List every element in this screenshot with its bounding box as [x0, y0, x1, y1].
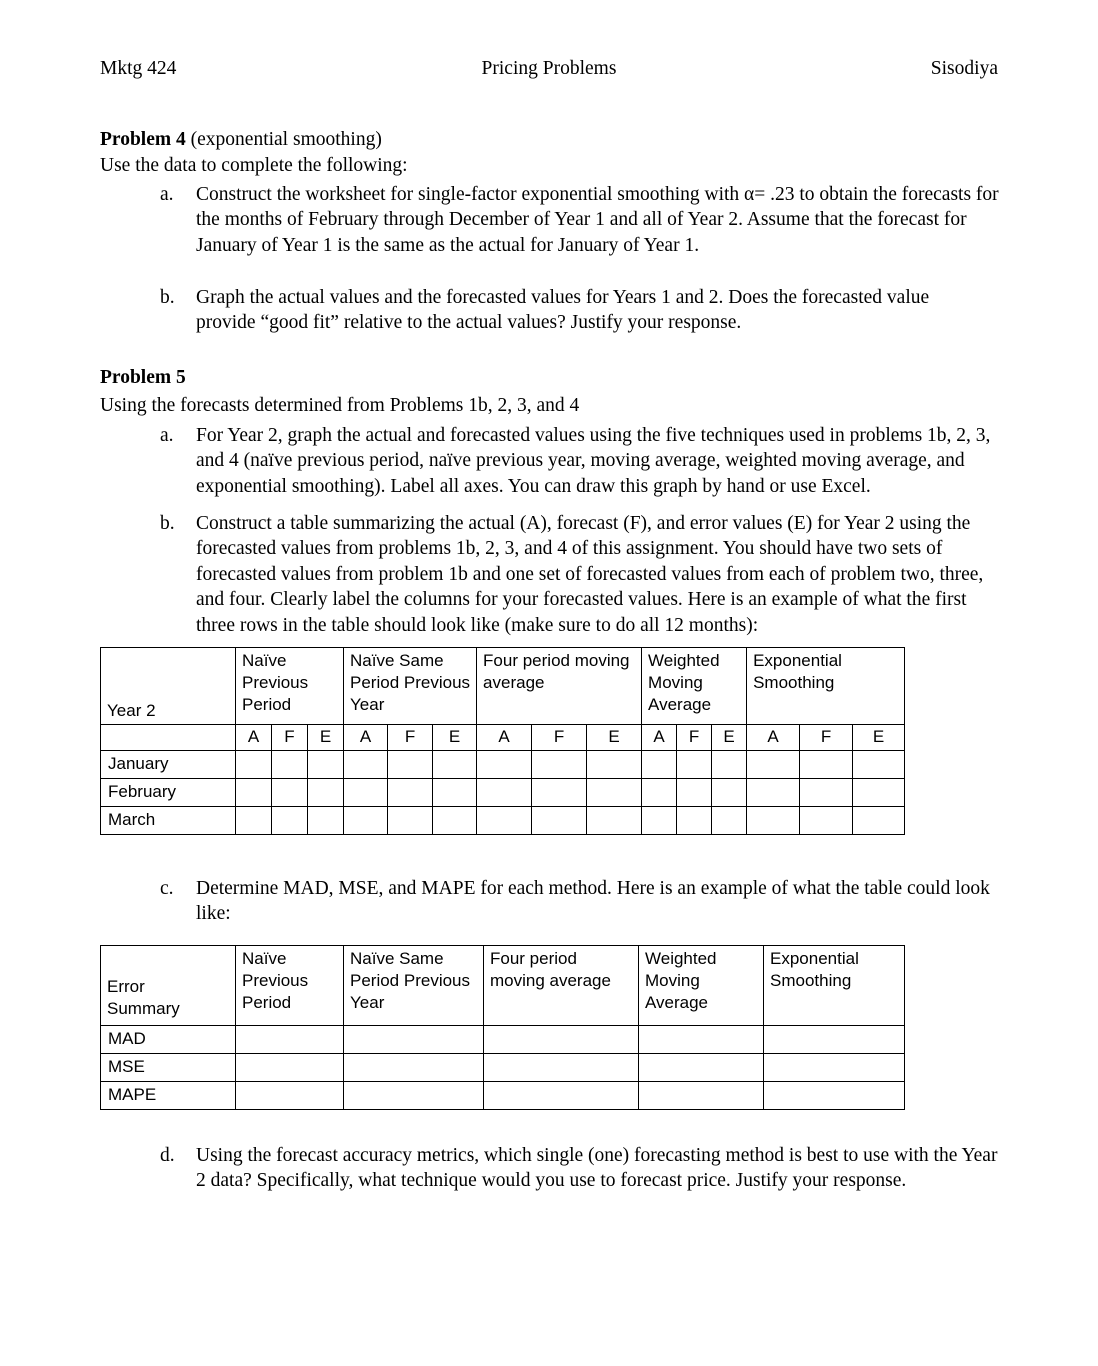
- cell-january-fpma-f[interactable]: [532, 751, 587, 779]
- table-header-row: [101, 946, 905, 1026]
- problem-5-heading: Problem 5: [100, 367, 186, 388]
- cell-january-wma-e[interactable]: [712, 751, 747, 779]
- error-summary-corner-line1: Error: [107, 976, 145, 996]
- cell-february-nspy-e[interactable]: [433, 779, 477, 807]
- table-row: [101, 1054, 905, 1082]
- row-label-mad: MAD: [101, 1026, 236, 1054]
- subheader-es-forecast: F: [800, 725, 853, 751]
- cell-january-npp-a[interactable]: [236, 751, 272, 779]
- cell-january-wma-a[interactable]: [642, 751, 677, 779]
- problem-5-item-a-text: For Year 2, graph the actual and forecasted values using the five techniques used in problems 1b, 2, 3, and 4 (naïve previous period, naïve previous year, moving average, weighted moving average, and exponential smoothing). Label all axes. You can draw this graph by hand or use Excel.: [196, 425, 991, 497]
- problem-4-intro: Use the data to complete the following:: [100, 155, 408, 176]
- subheader-nspy-error: E: [433, 725, 477, 751]
- cell-february-wma-f[interactable]: [677, 779, 712, 807]
- subheader-npp-error: E: [308, 725, 344, 751]
- cell-march-es-e[interactable]: [853, 807, 905, 835]
- cell-january-nspy-e[interactable]: [433, 751, 477, 779]
- cell-march-nspy-a[interactable]: [344, 807, 388, 835]
- cell-march-wma-e[interactable]: [712, 807, 747, 835]
- problem-4-item-b-marker: b.: [160, 287, 175, 308]
- cell-february-es-a[interactable]: [747, 779, 800, 807]
- cell-january-nspy-a[interactable]: [344, 751, 388, 779]
- error-summary-corner-line2: Summary: [107, 998, 180, 1018]
- cell-january-npp-f[interactable]: [272, 751, 308, 779]
- header-course-code: Mktg 424: [100, 58, 177, 79]
- problem-5-item-d: [160, 1143, 1000, 1194]
- row-label-march: March: [101, 807, 236, 835]
- problem-5-item-b-text: Construct a table summarizing the actual (A), forecast (F), and error values (E) for Year 2 using the forecasted values from problems 1b, 2, 3, and 4 of this assignment. You should have two sets of forecasted values from problem 1b and one set of forecasted values from each of problem two, three, and four. Clearly label the columns for your forecasted values. Here is an example of what the first three rows in the table should look like (make sure to do all 12 months):: [196, 513, 984, 636]
- problem-4-item-a-marker: a.: [160, 184, 174, 205]
- method-header-four-period-moving-average: Four period moving average: [477, 648, 642, 725]
- method-header-four-period-moving-average: Four period moving average: [484, 946, 639, 1026]
- table-row: [101, 1026, 905, 1054]
- cell-february-fpma-e[interactable]: [587, 779, 642, 807]
- method-header-naive-previous-period: Naïve Previous Period: [236, 946, 344, 1026]
- cell-march-es-f[interactable]: [800, 807, 853, 835]
- cell-mad-nspy[interactable]: [344, 1026, 484, 1054]
- subheader-wma-error: E: [712, 725, 747, 751]
- cell-march-nspy-e[interactable]: [433, 807, 477, 835]
- cell-mad-npp[interactable]: [236, 1026, 344, 1054]
- method-header-weighted-moving-average: Weighted Moving Average: [639, 946, 764, 1026]
- cell-january-nspy-f[interactable]: [388, 751, 433, 779]
- cell-january-npp-e[interactable]: [308, 751, 344, 779]
- problem-5-item-a-marker: a.: [160, 425, 174, 446]
- cell-february-wma-e[interactable]: [712, 779, 747, 807]
- cell-january-fpma-e[interactable]: [587, 751, 642, 779]
- method-header-naive-same-period-previous-year: Naïve Same Period Previous Year: [344, 946, 484, 1026]
- problem-4-item-a-text: Construct the worksheet for single-factor exponential smoothing with α= .23 to obtain the forecasts for the months of February through December of Year 1 and all of Year 2. Assume that the forecast for January of Year 1 is the same as the actual for January of Year 1.: [196, 184, 999, 256]
- subheader-fpma-forecast: F: [532, 725, 587, 751]
- subheader-fpma-error: E: [587, 725, 642, 751]
- cell-march-nspy-f[interactable]: [388, 807, 433, 835]
- cell-mse-wma[interactable]: [639, 1054, 764, 1082]
- cell-march-npp-a[interactable]: [236, 807, 272, 835]
- row-label-mape: MAPE: [101, 1082, 236, 1110]
- problem-4-item-b-text: Graph the actual values and the forecasted values for Years 1 and 2. Does the forecasted value provide “good fit” relative to the actual values? Justify your response.: [196, 287, 930, 334]
- problem-4-heading-subtitle: (exponential smoothing): [185, 129, 382, 150]
- error-summary-table: [100, 945, 905, 1110]
- cell-february-npp-f[interactable]: [272, 779, 308, 807]
- subheader-es-actual: A: [747, 725, 800, 751]
- cell-january-es-a[interactable]: [747, 751, 800, 779]
- header-document-title: Pricing Problems: [481, 58, 617, 79]
- problem-4-heading: [100, 127, 1000, 152]
- cell-mape-fpma[interactable]: [484, 1082, 639, 1110]
- cell-mse-fpma[interactable]: [484, 1054, 639, 1082]
- method-header-naive-previous-period: Naïve Previous Period: [236, 648, 344, 725]
- method-header-naive-same-period-previous-year: Naïve Same Period Previous Year: [344, 648, 477, 725]
- problem-5-item-a: [160, 423, 1000, 499]
- cell-mse-es[interactable]: [764, 1054, 905, 1082]
- cell-mape-nspy[interactable]: [344, 1082, 484, 1110]
- year2-forecast-table: [100, 647, 905, 835]
- problem-5-item-c-text: Determine MAD, MSE, and MAPE for each method. Here is an example of what the table could look like:: [196, 878, 990, 925]
- cell-mape-npp[interactable]: [236, 1082, 344, 1110]
- table-header-row: [101, 648, 905, 725]
- cell-march-wma-f[interactable]: [677, 807, 712, 835]
- problem-4-item-a: [160, 182, 1000, 258]
- method-header-exponential-smoothing: Exponential Smoothing: [764, 946, 905, 1026]
- cell-january-fpma-a[interactable]: [477, 751, 532, 779]
- cell-mape-es[interactable]: [764, 1082, 905, 1110]
- error-summary-corner-label: [101, 946, 236, 1026]
- cell-january-es-e[interactable]: [853, 751, 905, 779]
- cell-february-wma-a[interactable]: [642, 779, 677, 807]
- year2-corner-label: Year 2: [101, 648, 236, 725]
- cell-january-wma-f[interactable]: [677, 751, 712, 779]
- cell-mad-wma[interactable]: [639, 1026, 764, 1054]
- subheader-es-error: E: [853, 725, 905, 751]
- subheader-npp-forecast: F: [272, 725, 308, 751]
- cell-mad-es[interactable]: [764, 1026, 905, 1054]
- cell-march-fpma-f[interactable]: [532, 807, 587, 835]
- problem-4-heading-label: Problem 4: [100, 129, 186, 150]
- cell-february-nspy-f[interactable]: [388, 779, 433, 807]
- cell-mse-npp[interactable]: [236, 1054, 344, 1082]
- method-header-weighted-moving-average: Weighted Moving Average: [642, 648, 747, 725]
- problem-4-item-b: [160, 285, 960, 336]
- cell-march-fpma-a[interactable]: [477, 807, 532, 835]
- subheader-nspy-actual: A: [344, 725, 388, 751]
- table-row: [101, 1082, 905, 1110]
- subheader-nspy-forecast: F: [388, 725, 433, 751]
- cell-february-npp-a[interactable]: [236, 779, 272, 807]
- table-row: [101, 779, 905, 807]
- cell-january-es-f[interactable]: [800, 751, 853, 779]
- cell-march-npp-f[interactable]: [272, 807, 308, 835]
- document-header: [100, 58, 998, 80]
- subheader-npp-actual: A: [236, 725, 272, 751]
- table-subheader-row: [101, 725, 905, 751]
- cell-march-fpma-e[interactable]: [587, 807, 642, 835]
- subheader-wma-forecast: F: [677, 725, 712, 751]
- cell-march-wma-a[interactable]: [642, 807, 677, 835]
- cell-february-npp-e[interactable]: [308, 779, 344, 807]
- subheader-empty-corner: [101, 725, 236, 751]
- problem-5-intro: Using the forecasts determined from Problems 1b, 2, 3, and 4: [100, 395, 580, 416]
- row-label-february: February: [101, 779, 236, 807]
- cell-february-fpma-a[interactable]: [477, 779, 532, 807]
- cell-mse-nspy[interactable]: [344, 1054, 484, 1082]
- cell-february-es-e[interactable]: [853, 779, 905, 807]
- row-label-mse: MSE: [101, 1054, 236, 1082]
- cell-february-es-f[interactable]: [800, 779, 853, 807]
- table-row: [101, 751, 905, 779]
- method-header-exponential-smoothing: Exponential Smoothing: [747, 648, 905, 725]
- problem-5-item-d-marker: d.: [160, 1145, 175, 1166]
- header-author-name: Sisodiya: [930, 58, 998, 79]
- problem-5-item-d-text: Using the forecast accuracy metrics, which single (one) forecasting method is best to use with the Year 2 data? Specifically, what technique would you use to forecast price. Justify your response.: [196, 1145, 998, 1192]
- subheader-fpma-actual: A: [477, 725, 532, 751]
- cell-mape-wma[interactable]: [639, 1082, 764, 1110]
- cell-mad-fpma[interactable]: [484, 1026, 639, 1054]
- table-row: [101, 807, 905, 835]
- problem-5-item-c-marker: c.: [160, 878, 174, 899]
- problem-5-item-b-marker: b.: [160, 513, 175, 534]
- problem-5-item-c: [160, 876, 1000, 927]
- row-label-january: January: [101, 751, 236, 779]
- cell-march-es-a[interactable]: [747, 807, 800, 835]
- cell-march-npp-e[interactable]: [308, 807, 344, 835]
- cell-february-fpma-f[interactable]: [532, 779, 587, 807]
- cell-february-nspy-a[interactable]: [344, 779, 388, 807]
- problem-5-item-b: [160, 511, 1000, 638]
- subheader-wma-actual: A: [642, 725, 677, 751]
